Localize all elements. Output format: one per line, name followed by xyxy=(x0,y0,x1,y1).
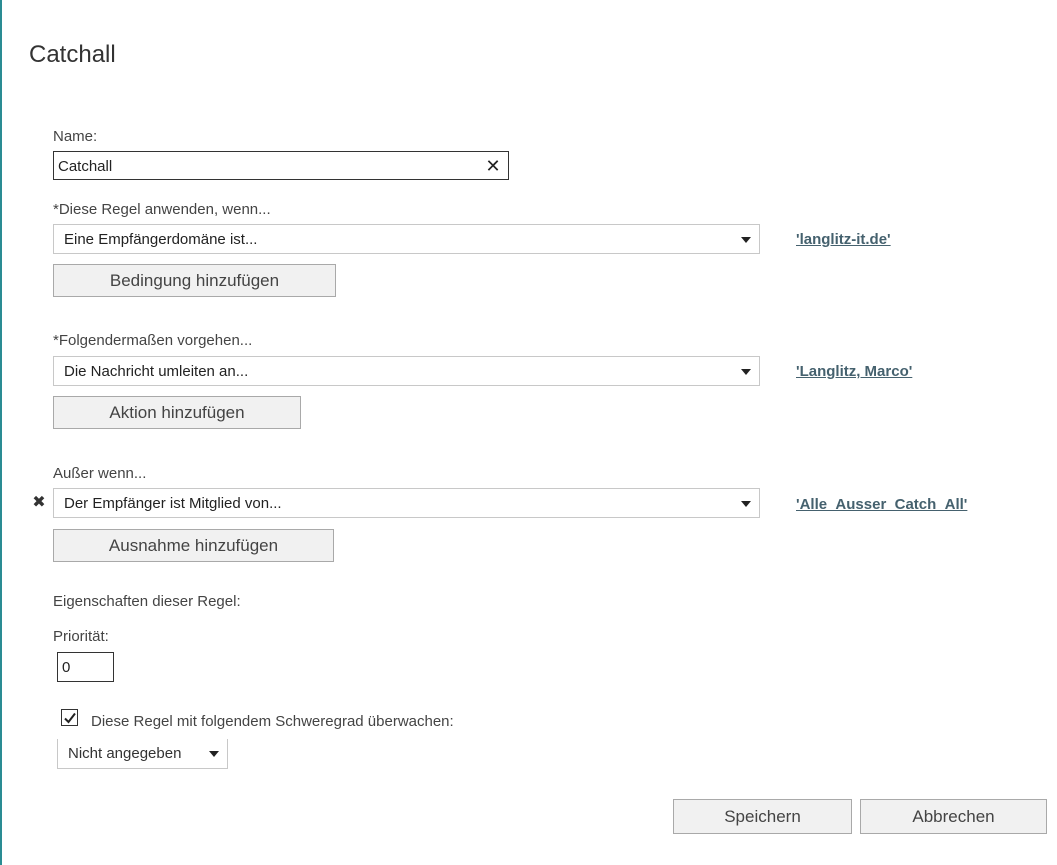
action-label: *Folgendermaßen vorgehen... xyxy=(53,332,253,349)
exception-label: Außer wenn... xyxy=(53,465,147,482)
name-label: Name: xyxy=(53,128,98,145)
checkmark-icon xyxy=(63,711,77,725)
add-action-button[interactable]: Aktion hinzufügen xyxy=(53,396,301,429)
name-field[interactable] xyxy=(53,151,509,180)
dropdown-caret-icon xyxy=(209,751,219,757)
action-value-link[interactable]: 'Langlitz, Marco' xyxy=(796,363,913,380)
properties-heading: Eigenschaften dieser Regel: xyxy=(53,593,241,610)
clear-icon[interactable]: ✕ xyxy=(485,156,501,176)
priority-input[interactable] xyxy=(62,657,108,677)
condition-select[interactable] xyxy=(53,224,760,254)
page-title: Catchall xyxy=(29,41,116,68)
severity-select-value: Nicht angegeben xyxy=(68,745,182,762)
add-exception-button[interactable]: Ausnahme hinzufügen xyxy=(53,529,334,562)
remove-icon[interactable]: ✖ xyxy=(32,494,46,511)
action-select[interactable] xyxy=(53,356,760,386)
window-accent-border xyxy=(0,0,2,865)
save-button[interactable]: Speichern xyxy=(673,799,852,834)
exception-value-link[interactable]: 'Alle_Ausser_Catch_All' xyxy=(796,496,968,513)
cancel-button[interactable]: Abbrechen xyxy=(860,799,1047,834)
name-input[interactable] xyxy=(58,155,478,177)
priority-label: Priorität: xyxy=(53,628,109,645)
add-condition-button[interactable]: Bedingung hinzufügen xyxy=(53,264,336,297)
exception-select-value: Der Empfänger ist Mitglied von... xyxy=(64,495,282,512)
severity-select[interactable] xyxy=(57,739,228,769)
action-select-value: Die Nachricht umleiten an... xyxy=(64,363,249,380)
dropdown-caret-icon xyxy=(741,237,751,243)
audit-checkbox-label: Diese Regel mit folgendem Schweregrad überwachen: xyxy=(91,713,454,730)
condition-value-link[interactable]: 'langlitz-it.de' xyxy=(796,231,891,248)
dropdown-caret-icon xyxy=(741,501,751,507)
condition-select-value: Eine Empfängerdomäne ist... xyxy=(64,231,258,248)
condition-label: *Diese Regel anwenden, wenn... xyxy=(53,201,271,218)
exception-select[interactable] xyxy=(53,488,760,518)
priority-field[interactable] xyxy=(57,652,114,682)
dropdown-caret-icon xyxy=(741,369,751,375)
audit-checkbox[interactable] xyxy=(61,709,78,726)
